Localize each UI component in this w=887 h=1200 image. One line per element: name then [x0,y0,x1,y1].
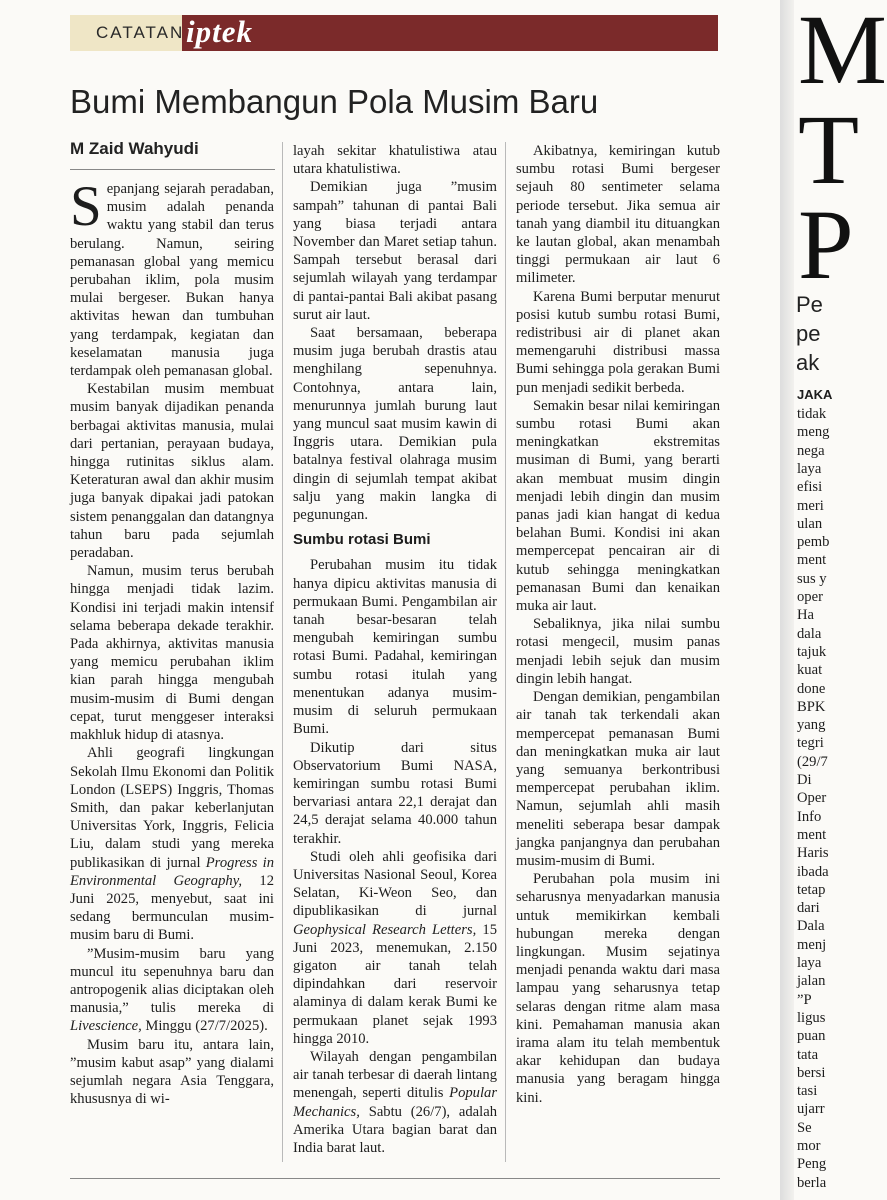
article-author: M Zaid Wahyudi [70,139,199,158]
column-divider [505,142,506,1162]
paragraph [516,288,720,397]
next-page-headline-letter: P [798,189,854,300]
paragraph [293,324,497,524]
paragraph-text: 15 Juni 2023, menemukan, 2.150 gigaton air tanah telah dipindahkan dari reservoir alaminya di dalam kerak Bumi ke permukaan planet sejak 1993 hingga 2010. [293,921,497,1047]
paragraph [516,397,720,615]
paragraph-text: ”Musim-musim baru yang muncul itu sepenuhnya baru dan antropogenik alias diciptakan oleh manusia,” tulis mereka di [70,945,274,1017]
next-page-body-line: ligus [797,1009,826,1026]
rubric-bar [70,15,718,51]
next-page-body-line: Di [797,772,812,788]
paragraph-text: Wilayah dengan pengambilan air tanah terbesar di daerah lintang menengah, seperti ditulis [293,1048,497,1102]
paragraph-text: Sebaliknya, jika nilai sumbu rotasi mengecil, musim panas menjadi lebih sejuk dan musim dingin lebih hangat. [516,616,720,687]
paragraph [293,556,497,738]
next-page-body-line: Oper [797,790,827,807]
publication-title: Popular Mechanics, [293,1085,497,1120]
paragraph-text: Semakin besar nilai kemiringan sumbu rotasi Bumi akan meningkatkan ekstremitas musiman di Bumi, yang berarti akan membuat musim dingin menjadi lebih dingin dan musim panas jadi kian hangat di kedua belahan Bumi. Kondisi ini akan mempercepat pencairan air di kutub sehingga meningkatkan pemanasan Bumi dan kenaikan muka air laut. [516,397,720,615]
page-gutter [780,0,794,1200]
next-page-dateline: JAKA [797,387,833,402]
paragraph [70,175,274,380]
next-page-body-line: BPK [797,698,826,715]
next-page-body-line: Haris [797,845,829,862]
paragraph-text: Saat bersamaan, beberapa musim juga berubah drastis atau menghilang sepenuhnya. Contohnya, antara lain, menurunnya jumlah burung laut yang muncul saat musim kawin di Inggris utara. Demikian pula batalnya festival olahraga musim dingin di sejumlah tempat akibat salju yang makin langka di pegunungan. [293,325,497,524]
paragraph-text: Dengan demikian, pengambilan air tanah tak terkendali akan mempercepat pemanasan Bumi dan meningkatkan muka air laut yang semuanya berkontribusi mempercepat perubahan iklim. Namun, sejumlah ahli masih meneliti seberapa besar dampak jangka panjangnya dan perubahan musim-musim di Bumi. [516,689,720,869]
next-page-body-line: ujarr [797,1101,825,1118]
paragraph-text: Sabtu (26/7), adalah Amerika Utara bagian barat dan India barat laut. [293,1103,497,1156]
paragraph [293,178,497,324]
next-page-body-line: meri [797,497,824,514]
next-page-body-line: meng [797,424,830,441]
next-page-body-line: dala [797,625,822,642]
paragraph [516,615,720,688]
drop-cap: S [70,175,102,238]
publication-title: Livescience, [70,1018,142,1035]
next-page-body-line: Peng [797,1156,827,1173]
next-page-body-line: (29/7 [797,753,828,770]
paragraph-text: layah sekitar khatulistiwa atau utara khatulistiwa. [293,143,497,178]
next-page-body-line: jalan [797,973,826,990]
next-page-body-line: ment [797,552,827,569]
publication-title: Geophysical Research Letters, [293,921,477,938]
bottom-rule [70,1178,720,1179]
next-page-body-line: tata [797,1046,819,1063]
next-page-body-line: tajuk [797,643,827,660]
next-page-body-line: ulan [797,515,823,532]
next-page-body-line: puan [797,1028,826,1045]
next-page-body-line: tegri [797,735,824,752]
paragraph-text: Dikutip dari situs Observatorium Bumi NASA, kemiringan sumbu rotasi Bumi bervariasi antara 22,1 derajat dan 24,5 derajat selama 40.000 tahun terakhir. [293,739,497,847]
next-page-body-line: Se [797,1119,812,1136]
next-page-subheading: pe [796,321,821,346]
paragraph-text: Musim baru itu, antara lain, ”musim kabut asap” yang dialami sejumlah negara Asia Tenggara, khususnya di wi- [70,1036,274,1108]
paragraph-text: Akibatnya, kemiringan kutub sumbu rotasi Bumi bergeser sejauh 80 sentimeter selama periode tersebut. Jika semua air tanah yang diambil itu dituangkan ke lautan global, akan menambah tinggi permukaan air laut 6 milimeter. [516,143,720,287]
paragraph [516,688,720,870]
next-page-body-line: sus y [797,570,827,587]
next-page-headline-letter: M [798,0,887,105]
paragraph-text: 12 Juni 2025, menyebut, saat ini sedang bermunculan musim-musim baru di Bumi. [70,872,274,944]
paragraph [70,380,274,562]
next-page-body-line: nega [797,442,825,459]
rubric-section: iptek [186,14,253,49]
adjacent-page-strip [780,0,887,1200]
paragraph-text: Studi oleh ahli geofisika dari Universitas Nasional Seoul, Korea Selatan, Ki-Weon Seo, dan dipublikasikan di jurnal [293,848,497,920]
paragraph-text: Minggu (27/7/2025). [141,1018,268,1035]
next-page-body-line: Dala [797,918,825,935]
next-page-body-line: dari [797,900,820,917]
article-column-3 [516,142,720,1107]
publication-title: Progress in Environmental Geography, [70,854,274,889]
next-page-body-line: oper [797,589,823,605]
article-headline: Bumi Membangun Pola Musim Baru [70,83,599,120]
paragraph-text: epanjang sejarah peradaban, musim adalah penanda waktu yang stabil dan terus berulang. Namun, seiring pemanasan global yang memicu perubahan iklim, pola musim mulai bergeser. Bukan hanya aktivitas hewan dan tumbuhan yang terdampak, kegiatan dan keselamatan manusia juga terdampak oleh pemanasan global. [70,181,274,380]
section-subhead: Sumbu rotasi Bumi [293,531,431,549]
column-divider [282,142,283,1162]
next-page-body-line: mor [797,1138,821,1154]
paragraph [293,739,497,848]
next-page-body-line: tasi [797,1083,818,1100]
article-column-1 [70,175,274,1108]
paragraph [70,562,274,744]
paragraph [516,870,720,1107]
paragraph-text: Kestabilan musim membuat musim banyak dijadikan penanda berbagai aktivitas manusia, mulai dari pertanian, perayaan budaya, hingga rutinitas siklus alam. Keteraturan awal dan akhir musim juga banyak dipakai jadi patokan sistem penanggalan dan datangnya tahun baru pada sejumlah peradaban. [70,381,274,562]
next-page-body-line: tetap [797,881,826,898]
next-page-body-line: efisi [797,479,823,496]
next-page-body-line: pemb [797,534,830,551]
next-page-body-line: done [797,680,826,697]
next-page-body-line: ”P [797,991,812,1008]
paragraph [293,1048,497,1157]
paragraph-text: Ahli geografi lingkungan Sekolah Ilmu Ekonomi dan Politik London (LSEPS) Inggris, Thomas Smith, dan pakar keberlanjutan Universitas York, Inggris, Felicia Liu, dalam studi yang mereka publikasikan di jurnal [70,745,274,871]
paragraph-text: Karena Bumi berputar menurut posisi kutub sumbu rotasi Bumi, redistribusi air di planet akan memengaruhi distribusi massa Bumi sehingga pola gerakan Bumi pun menjadi sedikit berbeda. [516,288,720,396]
next-page-body-line: kuat [797,662,823,679]
next-page-headline-letter: T [798,94,860,205]
paragraph [70,1036,274,1109]
next-page-body-line: bersi [797,1064,826,1081]
next-page-body-line: laya [797,955,822,971]
paragraph [516,142,720,288]
next-page-body-line: ment [797,826,827,843]
next-page-body-line: laya [797,460,822,477]
next-page-body-line: ibada [797,863,829,880]
next-page-body-line: menj [797,936,827,953]
next-page-subheading: ak [796,350,820,375]
author-rule [70,169,275,170]
next-page-body-line: tidak [797,406,827,422]
paragraph-text: Namun, musim terus berubah hingga menjadi tidak lazim. Kondisi ini terjadi makin intensif selama beberapa dekade terakhir. Pada akhirnya, aktivitas manusia yang memicu perubahan iklim kian parah hingga mengubah musim-musim di Bumi dengan cepat, turut menggeser interaksi makhluk hidup di atasnya. [70,563,274,744]
paragraph [293,142,497,178]
paragraph-text: Perubahan pola musim ini seharusnya menyadarkan manusia untuk memikirkan kembali hubungan mereka dengan lingkungan. Musim sejatinya menjadi penanda waktu dari masa lampau yang seharusnya tetap selaras dengan ritme alam masa kini. Pemahaman manusia akan irama alam itu telah membentuk akar kehidupan dan budaya manusia yang beragam hingga kini. [516,871,720,1106]
next-page-body-line: berla [797,1174,827,1191]
article-column-2 [293,142,497,1157]
paragraph-text: Perubahan musim itu tidak hanya dipicu aktivitas manusia di permukaan Bumi. Pengambilan air tanah besar-besaran telah mengubah kemiringan sumbu rotasi Bumi. Padahal, kemiringan sumbu rotasi itulah yang menentukan adanya musim-musim di seluruh permukaan Bumi. [293,557,497,738]
next-page-body-line: Ha [797,607,815,624]
paragraph-text: Demikian juga ”musim sampah” tahunan di pantai Bali yang biasa terjadi antara November dan Maret setiap tahun. Sampah tersebut berasal dari sejumlah wilayah yang terdampar di pantai-pantai Bali akibat pasang surut air laut. [293,179,497,323]
paragraph [70,945,274,1036]
next-page-body-line: Info [797,808,822,825]
paragraph [70,744,274,944]
next-page-body-line: yang [797,717,826,734]
paragraph [293,848,497,1048]
next-page-subheading: Pe [796,292,823,317]
rubric-kicker: CATATAN [70,15,182,51]
